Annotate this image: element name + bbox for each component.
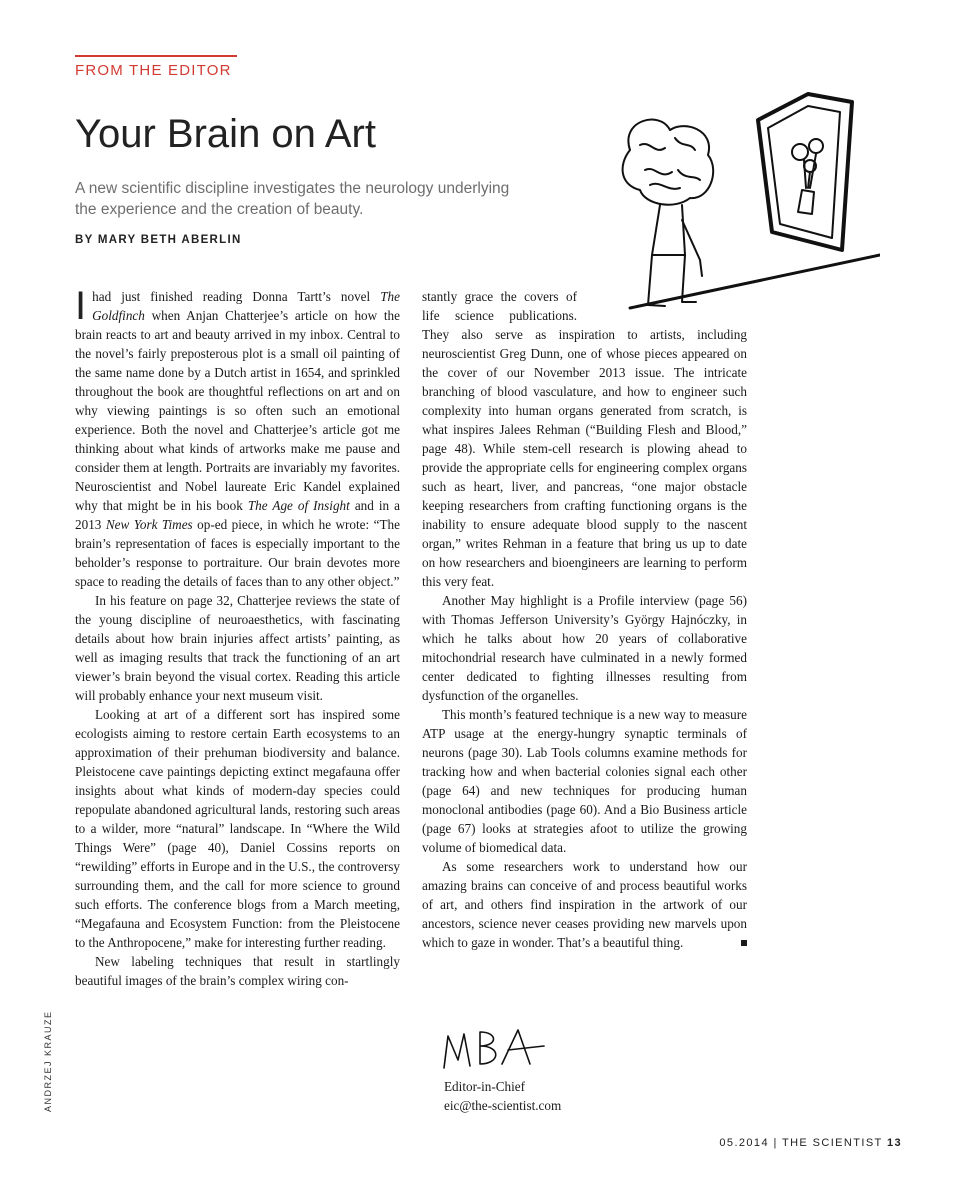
page-number: 13	[886, 1137, 902, 1149]
page-footer	[719, 1137, 902, 1149]
illustration-wrap	[577, 287, 747, 325]
paragraph: Another May highlight is a Profile interview (page 56) with Thomas Jefferson University’s György Hajnóczky, in which he talks about how 20 years of collaborative mitochondrial research have culminated in a newly formed center dedicated to fighting illnesses resulting from dysfunction of the organelles.	[422, 593, 747, 703]
paragraph: Looking at art of a different sort has inspired some ecologists aiming to restore certain Earth ecosystems to an approximation of their prehuman biodiversity and balance. Pleistocene cave paintings depicting extinct megafauna offer insights about what kinds of modern-day species could repopulate abandoned agricultural lands, restoring such areas to a wilder, more “natural” landscape. In “Where the Wild Things Were” (page 40), Daniel Cossins reports on “rewilding” efforts in Europe and in the U.S., the controversy surrounding them, and the call for more science to ground such efforts. The conference blogs from a March meeting, “Megafauna and Ecosystem Function: from the Pleistocene to the Anthropocene,” make for interesting further reading.	[75, 707, 400, 950]
magazine-name: THE SCIENTIST	[781, 1137, 883, 1149]
text-run: As some researchers work to understand how our amazing brains can conceive of and process beautiful works of art, and others find inspiration in the artwork of our ancestors, science never ceases providing new marvels upon which to gaze in wonder. That’s a beautiful thing.	[422, 859, 747, 950]
editor-email[interactable]: eic@the-scientist.com	[444, 1098, 562, 1113]
book-title: The Age of Insight	[247, 498, 350, 513]
text-run: when Anjan Chatterjee’s article on how the brain reacts to art and beauty arrived in my inbox. Central to the novel’s fairly preposterous plot is a small oil painting of the same name done by a Dutch artist in 1654, and sprinkled throughout the book are thoughtful reflections on art and on why viewing paintings is so often such an emotional experience. Both the novel and Chatterjee’s article got me thinking about what kinds of artworks make me pause and consider them at length. Portraits are invariably my favorites. Neuroscientist and Nobel laureate Eric Kandel explained why that might be in his book	[75, 308, 400, 513]
drop-cap: I	[75, 284, 87, 328]
signature-block	[444, 1077, 561, 1115]
article-subtitle: A new scientific discipline investigates the neurology underlying the experience and the creation of beauty.	[75, 180, 510, 218]
paragraph: New labeling techniques that result in startlingly beautiful images of the brain’s complex wiring con-	[75, 954, 400, 988]
paragraph: This month’s featured technique is a new way to measure ATP usage at the energy-hungry synaptic terminals of neurons (page 30). Lab Tools columns examine methods for tracking how and when bacterial colonies signal each other (page 64) and new techniques for producing human monoclonal antibodies (page 60). And a Bio Business article (page 67) looks at strategies afoot to utilize the growing volume of biomedical data.	[422, 707, 747, 855]
end-mark-icon	[741, 940, 747, 946]
text-run: op-ed piece, in which he wrote: “The brain’s representation of faces is especially important to the beholder’s response to portraiture. Our brain devotes more space to reading the details of faces than to any other object.”	[75, 517, 401, 589]
section-rule	[75, 55, 237, 57]
signature-image	[440, 1024, 550, 1074]
photo-credit: ANDRZEJ KRAUZE	[43, 1010, 53, 1112]
article-column-right	[422, 287, 747, 952]
brain-art-illustration	[590, 80, 880, 320]
paragraph: stantly grace the covers of life science publications. They also serve as inspiration to artists, including neuroscientist Greg Dunn, one of whose pieces appeared on the cover of our November 2013 issue. The intricate branching of blood vasculature, and how to engineer such complexity into human organs generated from scratch, is what inspires Jalees Rehman (“Building Flesh and Blood,” page 48). While stem-cell research is plowing ahead to provide the appropriate cells for engineering complex organs such as heart, liver, and pancreas, “one major obstacle keeping researchers from crafting functioning organs is the inability to ensure adequate blood supply to the nascent organ,” writes Rehman in a feature that bring us up to date on how researchers and bioengineers are learning to perform this very feat.	[422, 289, 747, 589]
issue-date: 05.2014	[719, 1137, 769, 1149]
footer-separator: |	[773, 1137, 778, 1149]
editor-role: Editor-in-Chief	[444, 1079, 526, 1094]
paragraph	[422, 857, 747, 952]
text-run: had just finished reading Donna Tartt’s novel	[92, 289, 381, 304]
book-title: The Goldfinch	[92, 289, 400, 323]
article-title: Your Brain on Art	[75, 112, 376, 156]
paragraph: In his feature on page 32, Chatterjee reviews the state of the young discipline of neuroaesthetics, with fascinating details about how brain injuries affect artists’ painting, as well as imaging results that track the functioning of an art viewer’s brain beyond the visual cortex. Reading this article will probably enhance your next museum visit.	[75, 593, 400, 703]
article-column-left	[75, 284, 401, 990]
publication-title: New York Times	[105, 517, 193, 532]
section-label: FROM THE EDITOR	[75, 62, 232, 79]
byline: BY MARY BETH ABERLIN	[75, 234, 242, 246]
text-run: and in a 2013	[75, 498, 401, 532]
paragraph	[75, 284, 401, 591]
